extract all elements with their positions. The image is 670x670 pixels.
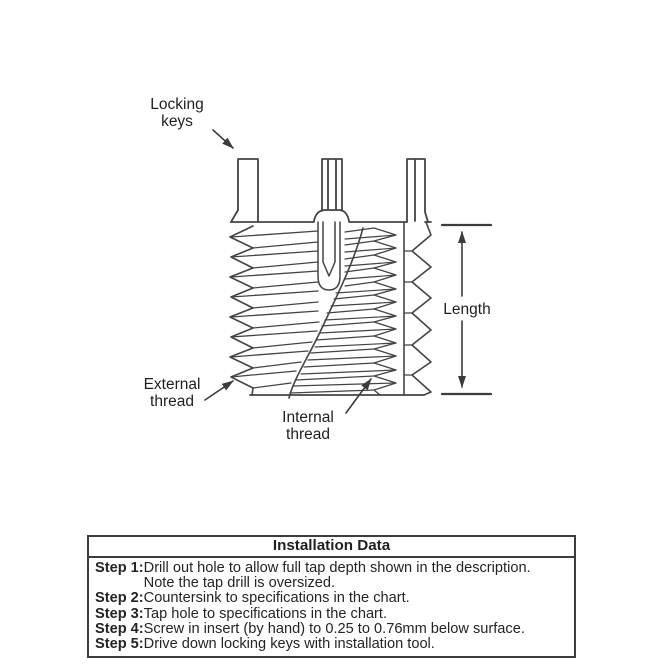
- table-title: Installation Data: [89, 537, 574, 558]
- length-label: Length: [443, 301, 491, 318]
- step-text-line: Drive down locking keys with installation tool.: [143, 636, 435, 653]
- external-thread-right-profile: [412, 222, 431, 395]
- table-body: [89, 558, 574, 656]
- center-key-slot: [318, 222, 340, 290]
- installation-data-table: [87, 535, 576, 658]
- step-text-line: Screw in insert (by hand) to 0.25 to 0.76mm below surface.: [143, 620, 525, 637]
- step-text-line: Drill out hole to allow full tap depth shown in the description.: [143, 560, 531, 576]
- step-label: Step 5:: [95, 636, 144, 653]
- step-text-line: Countersink to specifications in the chart.: [143, 590, 410, 607]
- table-row: [95, 637, 571, 652]
- table-row: [95, 591, 571, 606]
- external-thread-leader-arrow: [205, 381, 233, 400]
- external-thread-label: External thread: [143, 376, 201, 410]
- step-text: [144, 561, 571, 591]
- left-locking-key: [231, 159, 258, 222]
- table-row: [95, 561, 571, 591]
- step-text-line: Tap hole to specifications in the chart.: [143, 605, 388, 622]
- step-label: Step 3:: [95, 605, 144, 622]
- step-text: [144, 637, 571, 652]
- step-label: Step 4:: [95, 620, 144, 637]
- step-text: [144, 622, 571, 637]
- step-text: [144, 591, 571, 606]
- step-text-line: Note the tap drill is oversized.: [143, 575, 336, 592]
- right-locking-key: [407, 159, 428, 222]
- step-label: Step 1:: [95, 560, 144, 576]
- center-key-lower: [323, 222, 335, 276]
- locking-keys-leader-arrow: [213, 130, 233, 148]
- step-text: [144, 607, 571, 622]
- internal-thread-label: Internal thread: [282, 409, 334, 443]
- table-row: [95, 607, 571, 622]
- right-wall-connectors: [404, 251, 412, 375]
- step-label: Step 2:: [95, 590, 144, 607]
- table-row: [95, 622, 571, 637]
- center-locking-key: [314, 159, 349, 221]
- external-thread-left-profile: [230, 226, 253, 395]
- locking-keys-label: Locking keys: [150, 96, 204, 130]
